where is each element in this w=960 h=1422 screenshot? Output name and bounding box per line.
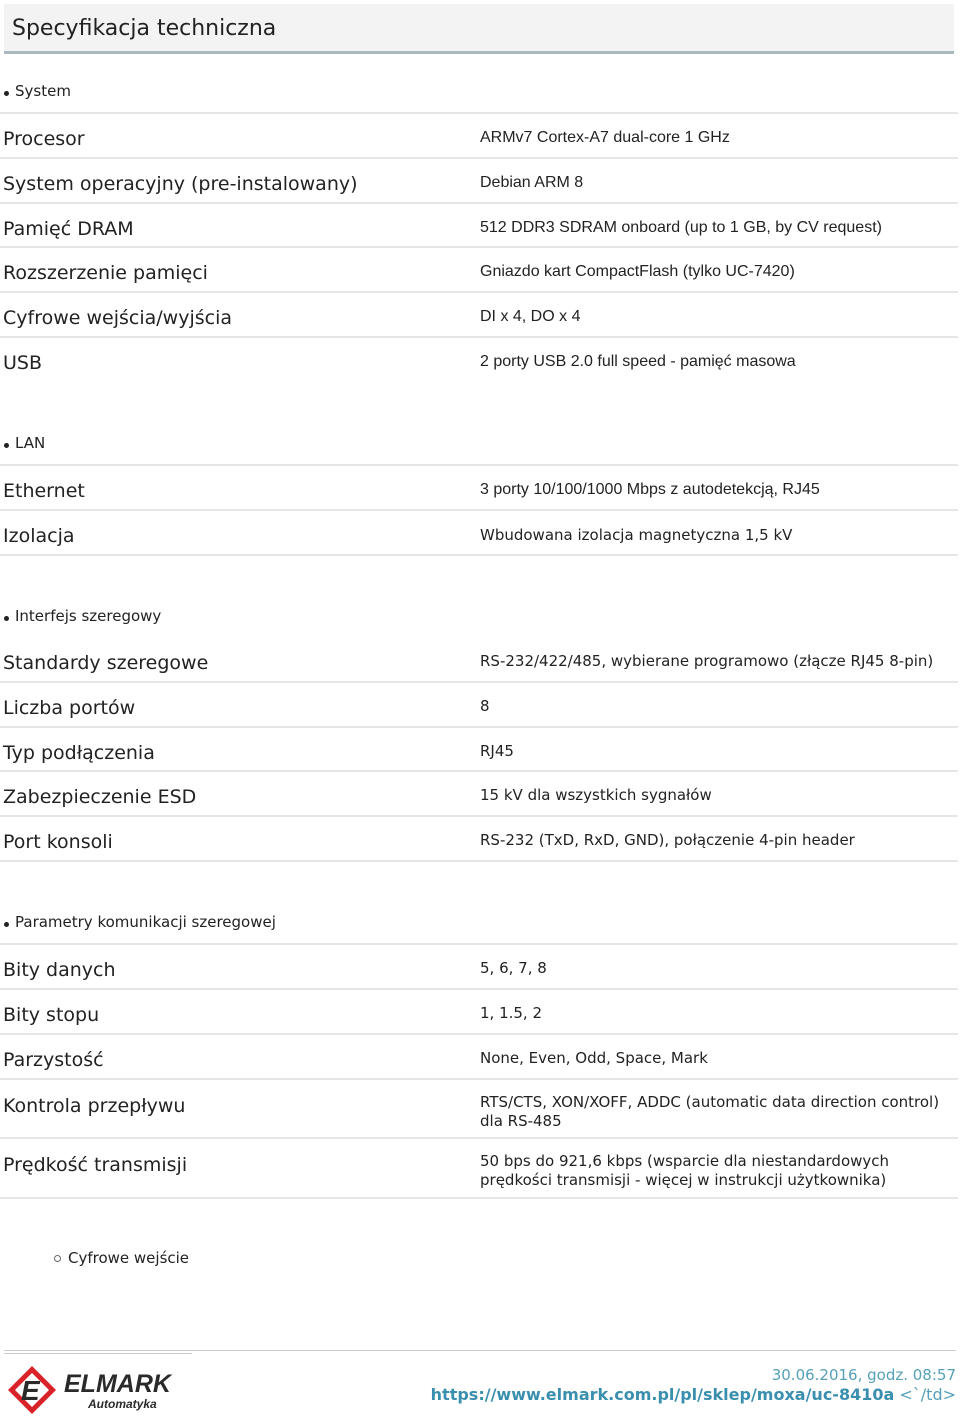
table-row xyxy=(0,1035,958,1080)
spec-key: Pamięć DRAM xyxy=(3,218,134,240)
table-row xyxy=(0,637,958,683)
table-row xyxy=(0,159,958,204)
spec-value: None, Even, Odd, Space, Mark xyxy=(480,1049,708,1067)
spec-table xyxy=(0,464,958,556)
spec-value: 50 bps do 921,6 kbps (wsparcie dla niestandardowych prędkości transmisji - więcej w instrukcji użytkownika) xyxy=(480,1152,890,1189)
footer-divider xyxy=(4,1353,192,1354)
section-heading-label: System xyxy=(15,82,71,100)
section-heading-label: Parametry komunikacji szeregowej xyxy=(15,913,276,931)
spec-table xyxy=(0,112,958,383)
spec-value: 8 xyxy=(480,697,490,715)
spec-key: Procesor xyxy=(3,128,85,150)
circle-bullet-icon xyxy=(54,1255,61,1262)
spec-key: Typ podłączenia xyxy=(3,742,155,764)
title-bar xyxy=(4,4,954,54)
section-heading-label: Interfejs szeregowy xyxy=(15,607,162,625)
spec-value: Gniazdo kart CompactFlash (tylko UC-7420) xyxy=(480,263,795,280)
spec-table xyxy=(0,943,958,1199)
spec-value: RTS/CTS, XON/XOFF, ADDC (automatic data direction control) dla RS-485 xyxy=(480,1093,940,1130)
table-row xyxy=(0,204,958,248)
section-serial-interface xyxy=(0,607,960,853)
section-lan xyxy=(0,434,960,547)
logo-letter: E xyxy=(21,1375,40,1406)
spec-value: RS-232/422/485, wybierane programowo (złącze RJ45 8-pin) xyxy=(480,652,934,670)
bullet-icon xyxy=(4,922,9,927)
footer-divider xyxy=(4,1350,956,1351)
bullet-icon xyxy=(4,443,9,448)
footer-url[interactable] xyxy=(431,1385,956,1404)
table-row xyxy=(0,945,958,990)
spec-value: RJ45 xyxy=(480,742,514,760)
table-row xyxy=(0,466,958,511)
elmark-logo xyxy=(4,1362,190,1418)
spec-value: 3 porty 10/100/1000 Mbps z autodetekcją, RJ45 xyxy=(480,481,820,498)
footer-url-tail: <`/td> xyxy=(894,1385,956,1404)
spec-key: Ethernet xyxy=(3,480,85,502)
section-heading-label: LAN xyxy=(15,434,46,452)
section-heading xyxy=(0,607,960,633)
section-heading xyxy=(0,434,960,460)
section-system xyxy=(0,82,960,374)
spec-key: Port konsoli xyxy=(3,831,113,853)
table-row xyxy=(0,728,958,772)
spec-value: 512 DDR3 SDRAM onboard (up to 1 GB, by CV request) xyxy=(480,219,882,236)
bullet-icon xyxy=(4,91,9,96)
logo-wordmark: ELMARK xyxy=(64,1370,171,1398)
spec-key: Standardy szeregowe xyxy=(3,652,209,674)
spec-value: Debian ARM 8 xyxy=(480,174,584,191)
spec-key: Bity stopu xyxy=(3,1004,100,1026)
spec-value: 5, 6, 7, 8 xyxy=(480,959,547,977)
table-row xyxy=(0,293,958,338)
logo-subtext: Automatyka xyxy=(88,1397,157,1411)
spec-key: System operacyjny (pre-instalowany) xyxy=(3,173,358,195)
spec-value: DI x 4, DO x 4 xyxy=(480,308,581,325)
spec-key: Kontrola przepływu xyxy=(3,1095,186,1117)
table-row xyxy=(0,248,958,293)
spec-key: USB xyxy=(3,352,43,374)
spec-key: Zabezpieczenie ESD xyxy=(3,786,197,808)
table-row xyxy=(0,990,958,1035)
spec-value: 15 kV dla wszystkich sygnałów xyxy=(480,786,712,804)
table-row xyxy=(0,1139,958,1199)
spec-key: Parzystość xyxy=(3,1049,104,1071)
section-heading xyxy=(0,913,960,939)
spec-value: 1, 1.5, 2 xyxy=(480,1004,543,1022)
spec-value: 2 porty USB 2.0 full speed - pamięć masowa xyxy=(480,353,796,370)
spec-key: Liczba portów xyxy=(3,697,136,719)
spec-key: Prędkość transmisji xyxy=(3,1154,188,1176)
footer-date: 30.06.2016, godz. 08:57 xyxy=(771,1366,956,1384)
spec-key: Bity danych xyxy=(3,959,116,981)
section-heading xyxy=(0,82,960,108)
table-row xyxy=(0,338,958,383)
table-row xyxy=(0,511,958,556)
spec-value: Wbudowana izolacja magnetyczna 1,5 kV xyxy=(480,526,793,544)
table-row xyxy=(0,772,958,817)
table-row xyxy=(0,817,958,862)
subsection-heading xyxy=(54,1249,189,1267)
spec-key: Rozszerzenie pamięci xyxy=(3,262,208,284)
spec-key: Izolacja xyxy=(3,525,75,547)
page-title: Specyfikacja techniczna xyxy=(12,16,277,41)
spec-value: ARMv7 Cortex-A7 dual-core 1 GHz xyxy=(480,129,730,146)
spec-key: Cyfrowe wejścia/wyjścia xyxy=(3,307,232,329)
bullet-icon xyxy=(4,616,9,621)
spec-table xyxy=(0,637,958,862)
footer-url-link[interactable]: https://www.elmark.com.pl/pl/sklep/moxa/uc-8410a xyxy=(430,1385,895,1404)
table-row xyxy=(0,114,958,159)
table-row xyxy=(0,683,958,728)
spec-value: RS-232 (TxD, RxD, GND), połączenie 4-pin header xyxy=(480,831,855,849)
table-row xyxy=(0,1080,958,1139)
subsection-heading-label: Cyfrowe wejście xyxy=(68,1249,190,1267)
section-serial-params xyxy=(0,913,960,1189)
